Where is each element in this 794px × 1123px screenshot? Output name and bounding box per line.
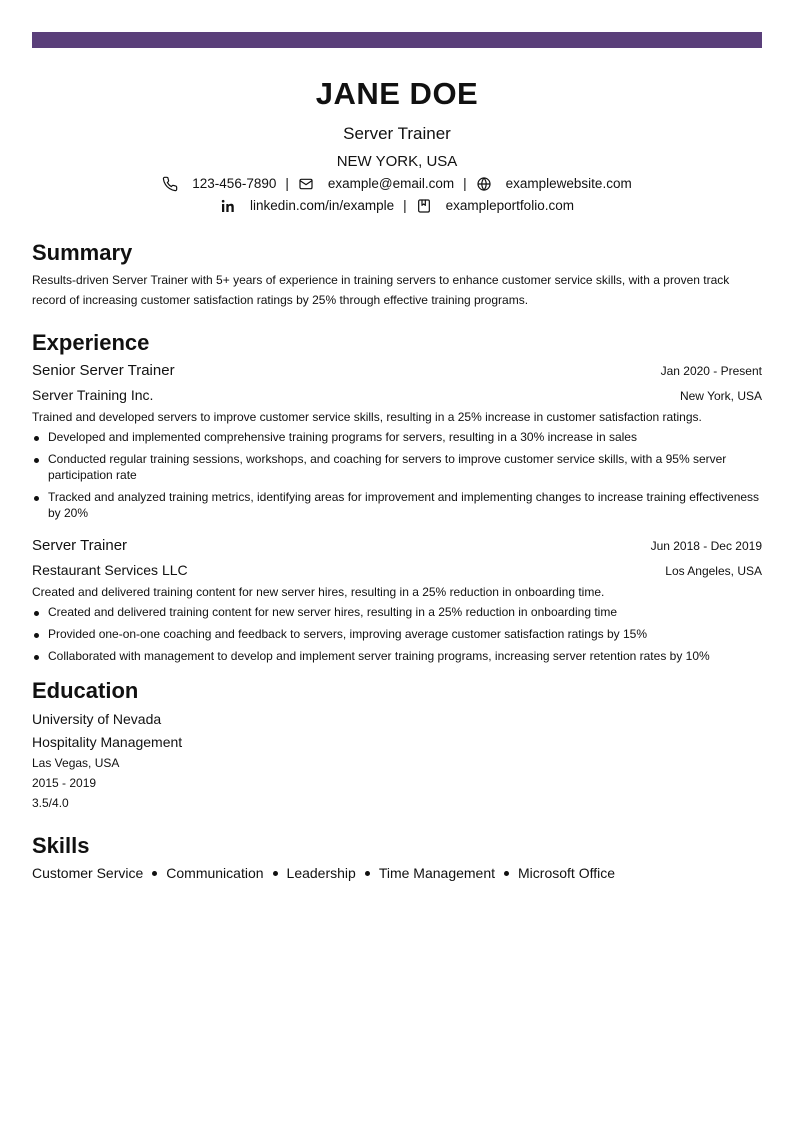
email-link[interactable]: example@email.com <box>327 176 455 191</box>
education-heading: Education <box>32 678 139 703</box>
job-dates: Jan 2020 - Present <box>660 364 762 378</box>
candidate-name: JANE DOE <box>315 76 479 111</box>
degree-name: Hospitality Management <box>32 734 183 750</box>
bullet-item: Conducted regular training sessions, workshops, and coaching for servers to improve customer service skills, with a 95% server participation rate <box>32 451 762 483</box>
contact-row-primary <box>32 174 762 194</box>
summary-text: Results-driven Server Trainer with 5+ years of experience in training servers to enhance customer service skills, with a proven track record of increasing customer satisfaction ratings by 25% through effective training programs. <box>32 273 730 307</box>
skill-separator-dot <box>365 871 370 876</box>
skills-heading: Skills <box>32 833 90 858</box>
experience-section <box>32 330 762 664</box>
job-title: Server Trainer <box>32 537 128 554</box>
education-years: 2015 - 2019 <box>32 776 97 790</box>
contact-row-secondary <box>32 196 762 216</box>
job-dates: Jun 2018 - Dec 2019 <box>650 539 762 553</box>
bullet-item: Developed and implemented comprehensive training programs for servers, resulting in a 30% increase in sales <box>32 429 762 445</box>
linkedin-icon <box>220 198 236 214</box>
mail-icon <box>298 176 314 192</box>
job-entry <box>32 535 762 664</box>
skill-item: Communication <box>166 865 264 881</box>
globe-icon <box>476 176 492 192</box>
skill-item: Time Management <box>378 865 496 881</box>
separator: | <box>285 176 289 191</box>
education-section <box>32 678 762 813</box>
accent-bar <box>32 32 762 48</box>
company-name: Server Training Inc. <box>32 387 154 403</box>
phone-icon <box>162 176 178 192</box>
skill-item: Customer Service <box>32 865 144 881</box>
skill-item: Leadership <box>286 865 356 881</box>
job-entry <box>32 360 762 521</box>
job-bullets <box>32 429 762 521</box>
school-name: University of Nevada <box>32 711 162 727</box>
skills-section <box>32 833 762 883</box>
experience-heading: Experience <box>32 330 150 355</box>
summary-section <box>32 240 762 310</box>
job-description: Trained and developed servers to improve customer service skills, resulting in a 25% increase in customer satisfaction ratings. <box>32 410 702 424</box>
job-title: Senior Server Trainer <box>32 362 175 379</box>
portfolio-link[interactable]: exampleportfolio.com <box>445 198 574 213</box>
phone-text: 123-456-7890 <box>192 176 277 191</box>
resume-header <box>32 76 762 216</box>
skill-separator-dot <box>152 871 157 876</box>
job-location: Los Angeles, USA <box>665 564 762 578</box>
bullet-item: Tracked and analyzed training metrics, identifying areas for improvement and implementing changes to increase training effectiveness by 20% <box>32 489 762 521</box>
skill-item: Microsoft Office <box>518 865 616 881</box>
separator: | <box>463 176 467 191</box>
summary-heading: Summary <box>32 240 133 265</box>
bullet-item: Created and delivered training content for new server hires, resulting in a 25% reduction in onboarding time <box>32 604 762 620</box>
skills-list <box>32 863 762 883</box>
skill-separator-dot <box>273 871 278 876</box>
candidate-location: NEW YORK, USA <box>336 153 458 170</box>
skill-separator-dot <box>504 871 509 876</box>
website-link[interactable]: examplewebsite.com <box>505 176 632 191</box>
bullet-item: Provided one-on-one coaching and feedback to servers, improving average customer satisfaction ratings by 15% <box>32 626 762 642</box>
separator: | <box>403 198 407 213</box>
job-description: Created and delivered training content for new server hires, resulting in a 25% reduction in onboarding time. <box>32 585 605 599</box>
job-bullets <box>32 604 762 664</box>
job-location: New York, USA <box>679 389 762 403</box>
bullet-item: Collaborated with management to develop and implement server training programs, increasing server retention rates by 10% <box>32 648 762 664</box>
linkedin-link[interactable]: linkedin.com/in/example <box>250 198 395 213</box>
education-gpa: 3.5/4.0 <box>32 796 69 810</box>
school-location: Las Vegas, USA <box>32 756 120 770</box>
portfolio-icon <box>416 198 432 214</box>
candidate-title: Server Trainer <box>343 124 451 143</box>
resume-page <box>32 32 762 883</box>
company-name: Restaurant Services LLC <box>32 562 188 578</box>
